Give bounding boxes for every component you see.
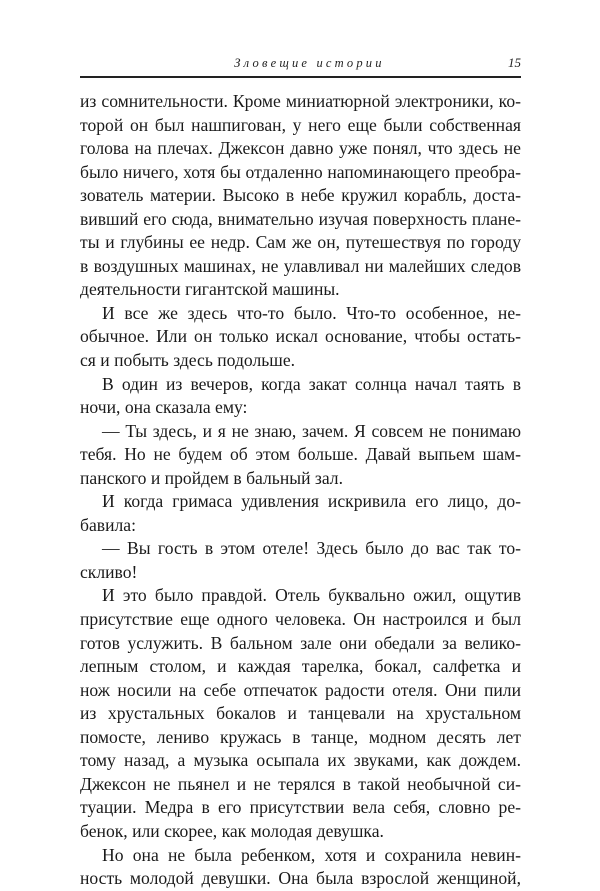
text-line: нож носили на себе отпечаток радости отеля. Они пили — [80, 679, 521, 700]
text-line: обычное. Или он только искал основание, чтобы остать- — [80, 326, 521, 347]
text-line: панского и пройдем в бальный зал. — [80, 467, 343, 488]
text-line: туации. Медра в его присутствии вела себя, словно ре- — [80, 797, 521, 818]
paragraph — [80, 302, 521, 373]
text-line: из хрустальных бокалов и танцевали на хрустальном — [80, 703, 521, 724]
text-line: помосте, лениво кружась в танце, модном десять лет — [80, 726, 521, 747]
text-line: Но она не была ребенком, хотя и сохранила невин- — [102, 844, 521, 865]
text-line: — Ты здесь, и я не знаю, зачем. Я совсем не понимаю — [102, 420, 521, 441]
text-line: тебя. Но не будем об этом больше. Давай выпьем шам- — [80, 444, 521, 465]
text-line: бавила: — [80, 514, 136, 535]
text-line: готов услужить. В бальном зале они обедали за велико- — [80, 632, 521, 653]
text-line: голова на плечах. Джексон давно уже понял, что здесь не — [80, 138, 521, 159]
running-title: Зловещие истории — [234, 56, 385, 70]
running-head — [80, 52, 521, 74]
page-number: 15 — [508, 55, 521, 70]
text-line: ночи, она сказала ему: — [80, 397, 248, 418]
text-line: И все же здесь что-то было. Что-то особенное, не- — [102, 302, 521, 323]
text-line: торой он был нашпигован, у него еще были собственная — [80, 114, 521, 135]
text-line: зователь материи. Высоко в небе кружил корабль, доста- — [80, 185, 521, 206]
text-line: И это было правдой. Отель буквально ожил, ощутив — [102, 585, 521, 606]
book-page — [80, 52, 521, 891]
text-line: ся и побыть здесь подольше. — [80, 350, 296, 371]
text-line: лепным столом, и каждая тарелка, бокал, салфетка и — [80, 656, 521, 677]
text-line: ты и глубины ее недр. Сам же он, путешествуя по городу — [80, 232, 521, 253]
paragraph — [80, 90, 521, 302]
body-text — [80, 90, 521, 891]
text-line: в воздушных машинах, не улавливал ни малейших следов — [80, 255, 521, 276]
text-line: вивший его сюда, внимательно изучая поверхность плане- — [80, 208, 521, 229]
text-line: деятельности гигантской машины. — [80, 279, 340, 300]
header-rule — [80, 76, 521, 78]
text-line: Джексон не пьянел и не терялся в такой необычной си- — [80, 773, 521, 794]
paragraph — [80, 584, 521, 843]
text-line: ность молодой девушки. Она была взрослой женщиной, — [80, 868, 521, 889]
paragraph — [80, 373, 521, 420]
paragraph — [80, 844, 521, 891]
text-line: В один из вечеров, когда закат солнца начал таять в — [102, 373, 521, 394]
paragraph — [80, 420, 521, 491]
text-line: было ничего, хотя бы отдаленно напоминающего преобра- — [80, 161, 521, 182]
paragraph — [80, 537, 521, 584]
text-line: присутствие еще одного человека. Он настроился и был — [80, 609, 521, 630]
text-line: скливо! — [80, 561, 138, 582]
paragraph — [80, 490, 521, 537]
text-line: бенок, или скорее, как молодая девушка. — [80, 820, 384, 841]
text-line: — Вы гость в этом отеле! Здесь было до вас так то- — [102, 538, 521, 559]
text-line: из сомнительности. Кроме миниатюрной электроники, ко- — [80, 91, 521, 111]
text-line: тому назад, а музыка осыпала их звуками, как дождем. — [80, 750, 521, 771]
text-line: И когда гримаса удивления искривила его лицо, до- — [102, 491, 521, 512]
